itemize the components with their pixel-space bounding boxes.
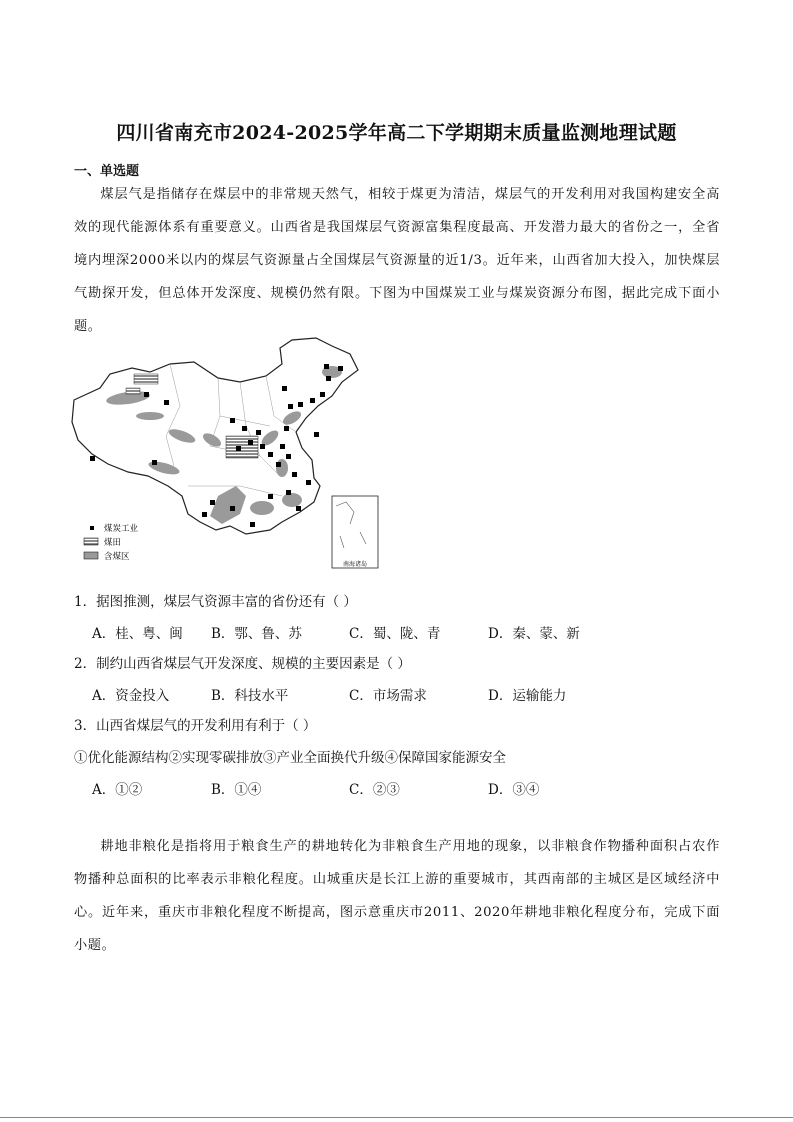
passage-coalbed-methane: 煤层气是指储存在煤层中的非常规天然气，相较于煤更为清洁，煤层气的开发利用对我国构建安全高效的现代能源体系有重要意义。山西省是我国煤层气资源富集程度最高、开发潜力最大的省份之一，全省境内埋深2000米以内的煤层气资源量占全国煤层气资源量的近1/3。近年来，山西省加大投入，加快煤层气勘探开发，但总体开发深度、规模仍然有限。下图为中国煤炭工业与煤炭资源分布图，据此完成下面小题。 bbox=[74, 187, 720, 334]
china-coal-map bbox=[70, 336, 380, 572]
legend-coal-bearing: 含煤区 bbox=[104, 552, 130, 562]
inset-label: 南海诸岛 bbox=[342, 561, 368, 568]
south-sea-inset bbox=[332, 496, 378, 568]
q2-option-c[interactable]: C．市场需求 bbox=[349, 688, 427, 704]
q2-option-d[interactable]: D．运输能力 bbox=[488, 688, 567, 704]
page-title: 四川省南充市2024-2025学年高二下学期期末质量监测地理试题 bbox=[116, 122, 677, 144]
question-3-stem: 3．山西省煤层气的开发利用有利于（ ） bbox=[74, 718, 317, 734]
q1-option-b[interactable]: B．鄂、鲁、苏 bbox=[211, 626, 302, 642]
q3-option-c[interactable]: C．②③ bbox=[349, 782, 400, 798]
q2-option-a[interactable]: A．资金投入 bbox=[92, 688, 170, 704]
q1-option-a[interactable]: A．桂、粤、闽 bbox=[92, 626, 183, 642]
q3-option-d[interactable]: D．③④ bbox=[488, 782, 540, 798]
map-legend bbox=[84, 523, 139, 562]
q1-option-c[interactable]: C．蜀、陇、青 bbox=[349, 626, 441, 642]
question-1-stem: 1．据图推测，煤层气资源丰富的省份还有（ ） bbox=[74, 594, 357, 610]
question-3-statements: ①优化能源结构②实现零碳排放③产业全面换代升级④保障国家能源安全 bbox=[74, 750, 506, 766]
page-bottom-divider bbox=[0, 1117, 793, 1118]
legend-coal-industry: 煤炭工业 bbox=[104, 524, 139, 534]
passage-farmland-non-grain: 耕地非粮化是指将用于粮食生产的耕地转化为非粮食生产用地的现象，以非粮食作物播种面积占农作物播种总面积的比率表示非粮化程度。山城重庆是长江上游的重要城市，其西南部的主城区是区域经济中心。近年来，重庆市非粮化程度不断提高，图示意重庆市2011、2020年耕地非粮化程度分布，完成下面小题。 bbox=[74, 839, 720, 953]
question-2-stem: 2．制约山西省煤层气开发深度、规模的主要因素是（ ） bbox=[74, 656, 411, 672]
q3-option-b[interactable]: B．①④ bbox=[211, 782, 262, 798]
section-heading: 一、单选题 bbox=[74, 164, 140, 179]
q3-option-a[interactable]: A．①② bbox=[92, 782, 143, 798]
coal-bearing-regions bbox=[105, 366, 342, 524]
q2-option-b[interactable]: B．科技水平 bbox=[211, 688, 289, 704]
legend-coal-field: 煤田 bbox=[104, 538, 122, 548]
q1-option-d[interactable]: D．秦、蒙、新 bbox=[488, 626, 580, 642]
